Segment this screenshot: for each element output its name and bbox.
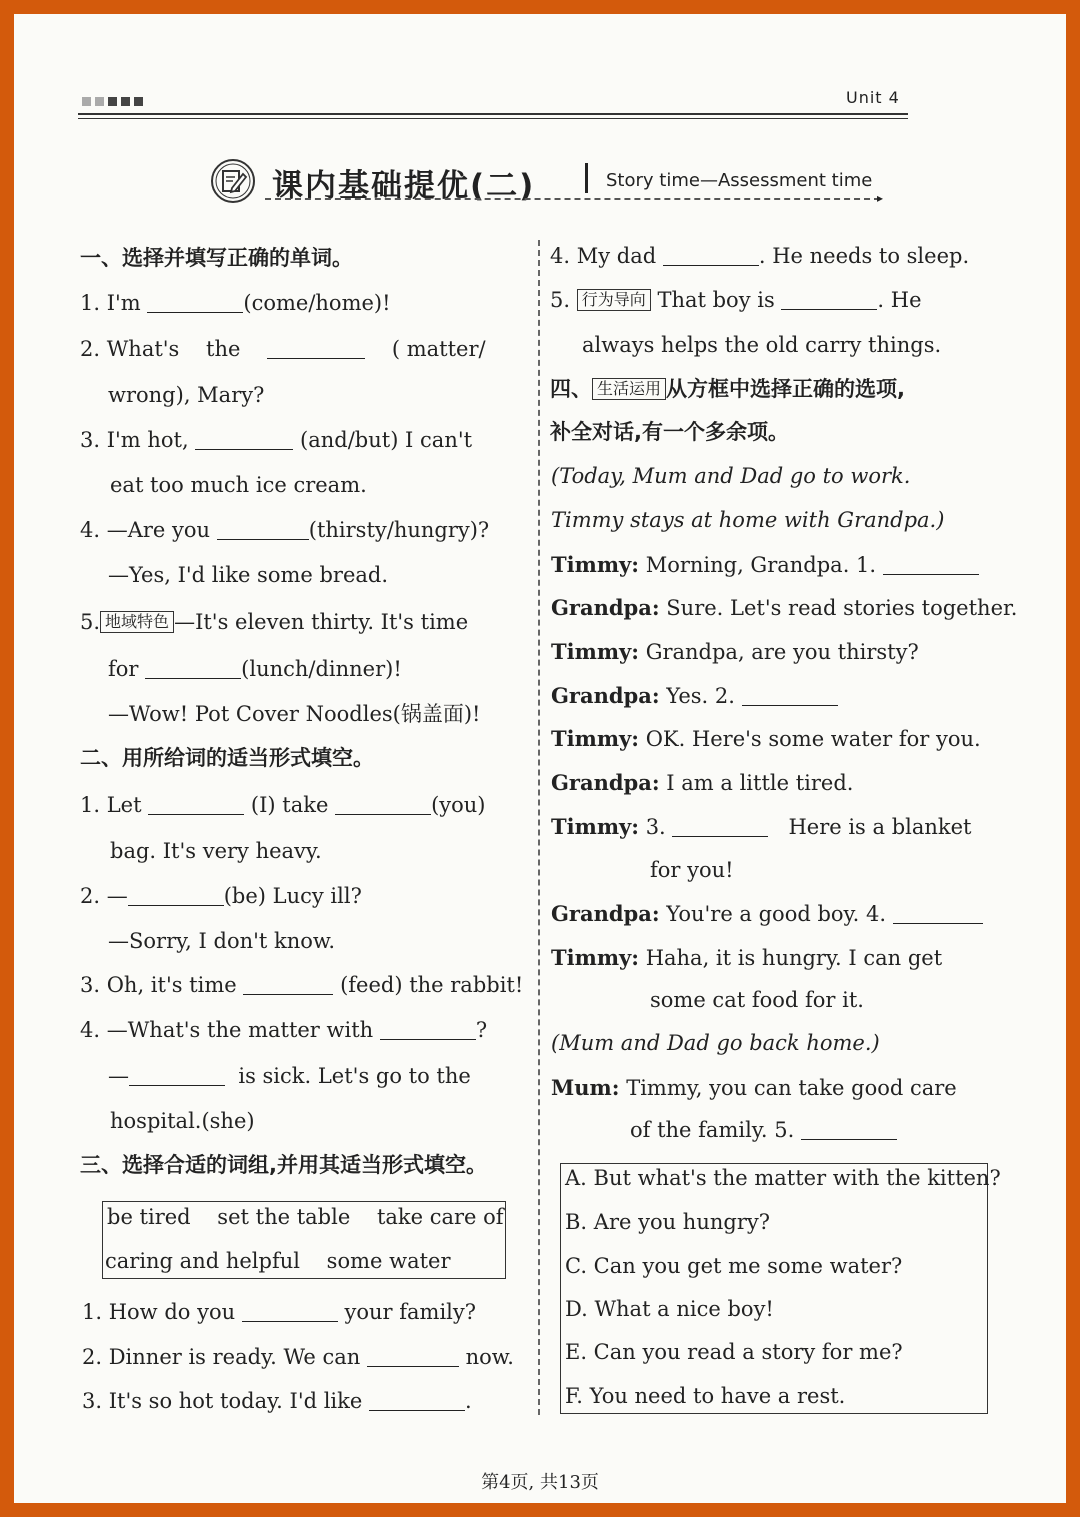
answer-blank[interactable] [369,1392,465,1411]
answer-blank[interactable] [380,1021,476,1040]
regional-tag: 地域特色 [100,611,174,633]
option-a: A. But what's the matter with the kitten? [565,1166,1001,1190]
s1-q5-cont: for (lunch/dinner)! [108,657,402,681]
answer-blank[interactable] [145,660,241,679]
dialogue-line: Timmy: Morning, Grandpa. 1. [551,554,979,576]
s2-q3: 3. Oh, it's time (feed) the rabbit! [80,973,524,997]
s3-q1: 1. How do you your family? [82,1300,477,1324]
answer-blank[interactable] [267,340,365,359]
dialogue-intro: (Mum and Dad go back home.) [551,1031,880,1055]
dialogue-line: Grandpa: Yes. 2. [551,685,838,707]
answer-blank[interactable] [367,1348,459,1367]
answer-blank[interactable] [893,905,983,924]
r-q4: 4. My dad . He needs to sleep. [550,244,970,268]
s2-q2: 2. — (be) Lucy ill? [80,884,362,908]
s2-q4-cont: hospital.(she) [110,1109,255,1133]
option-d: D. What a nice boy! [565,1297,774,1321]
answer-blank[interactable] [242,1303,338,1322]
pencil-note-icon [210,158,256,204]
answer-blank[interactable] [129,1067,225,1086]
option-b: B. Are you hungry? [565,1210,770,1234]
option-f: F. You need to have a rest. [565,1384,846,1408]
answer-blank[interactable] [801,1121,897,1140]
s1-q2: 2. What's the ( matter/ [80,337,486,361]
s1-q4-cont: —Yes, I'd like some bread. [108,563,389,587]
dialogue-line: Grandpa: Sure. Let's read stories together. [551,595,1018,620]
answer-blank[interactable] [883,556,979,575]
header-rule [78,113,908,119]
dialogue-line: Timmy: OK. Here's some water for you. [551,726,981,751]
option-e: E. Can you read a story for me? [565,1340,903,1364]
option-c: C. Can you get me some water? [565,1254,903,1278]
s1-q4: 4. —Are you (thirsty/hungry)? [80,518,490,542]
header-marks [82,97,143,106]
answer-blank[interactable] [128,887,224,906]
dialogue-line-cont: some cat food for it. [650,988,864,1012]
answer-blank[interactable] [243,976,333,995]
s1-q3: 3. I'm hot, (and/but) I can't [80,428,473,452]
s3-q3: 3. It's so hot today. I'd like . [82,1389,472,1413]
s1-q2-cont: wrong), Mary? [108,383,265,407]
behavior-tag: 行为导向 [577,289,651,311]
dialogue-line: Timmy: 3. Here is a blanket [551,814,972,839]
dialogue-line: Mum: Timmy, you can take good care [551,1075,957,1100]
dialogue-line: Timmy: Grandpa, are you thirsty? [551,639,919,664]
answer-blank[interactable] [217,521,309,540]
title-underline [265,198,880,200]
s2-q1-cont: bag. It's very heavy. [110,839,322,863]
r-q5: 5. 行为导向 That boy is . He [550,288,922,312]
dialogue-intro-cont: Timmy stays at home with Grandpa.) [551,508,945,532]
options-box [560,1163,988,1414]
s2-q4: 4. —What's the matter with ? [80,1018,488,1042]
s3-q2: 2. Dinner is ready. We can now. [82,1345,514,1369]
s1-q5: 5. 地域特色 —It's eleven thirty. It's time [80,610,469,634]
column-divider [538,240,540,1415]
s1-q3-cont: eat too much ice cream. [110,473,367,497]
answer-blank[interactable] [147,294,243,313]
dialogue-line: Grandpa: You're a good boy. 4. [551,903,983,925]
dialogue-line: Grandpa: I am a little tired. [551,770,854,795]
answer-blank[interactable] [335,796,431,815]
section4-heading-cont: 补全对话,有一个多余项。 [550,420,789,444]
answer-blank[interactable] [195,431,293,450]
answer-blank[interactable] [742,687,838,706]
unit-label: Unit 4 [846,88,900,107]
s2-q1: 1. Let (I) take (you) [80,793,486,817]
s1-q5-reply: —Wow! Pot Cover Noodles(锅盖面)! [108,702,481,726]
s2-q4-reply: — is sick. Let's go to the [108,1064,471,1088]
s2-q2-cont: —Sorry, I don't know. [108,929,336,953]
page-footer: 第4页, 共13页 [481,1472,599,1493]
s1-q1: 1. I'm (come/home)! [80,291,391,315]
phrase-box-row1: be tired set the table take care of [107,1205,504,1229]
life-tag: 生活运用 [592,378,666,400]
section3-heading: 三、选择合适的词组,并用其适当形式填空。 [80,1153,487,1177]
answer-blank[interactable] [672,818,768,837]
dialogue-line-cont: of the family. 5. [630,1120,897,1141]
section1-heading: 一、选择并填写正确的单词。 [80,246,353,270]
answer-blank[interactable] [663,247,759,266]
dialogue-line-cont: for you! [650,858,734,882]
answer-blank[interactable] [148,796,244,815]
answer-blank[interactable] [781,291,877,310]
page-subtitle: Story time—Assessment time [606,170,873,191]
phrase-box-row2: caring and helpful some water [105,1249,451,1273]
dialogue-line: Timmy: Haha, it is hungry. I can get [551,945,943,970]
section4-heading: 四、 生活运用 从方框中选择正确的选项, [550,377,905,401]
page-title: 课内基础提优(二) [272,168,536,204]
r-q5-cont: always helps the old carry things. [582,333,942,357]
title-divider [585,163,588,193]
arrow-icon: ▸ [877,191,884,205]
dialogue-intro: (Today, Mum and Dad go to work. [551,464,911,488]
section2-heading: 二、用所给词的适当形式填空。 [80,746,374,770]
